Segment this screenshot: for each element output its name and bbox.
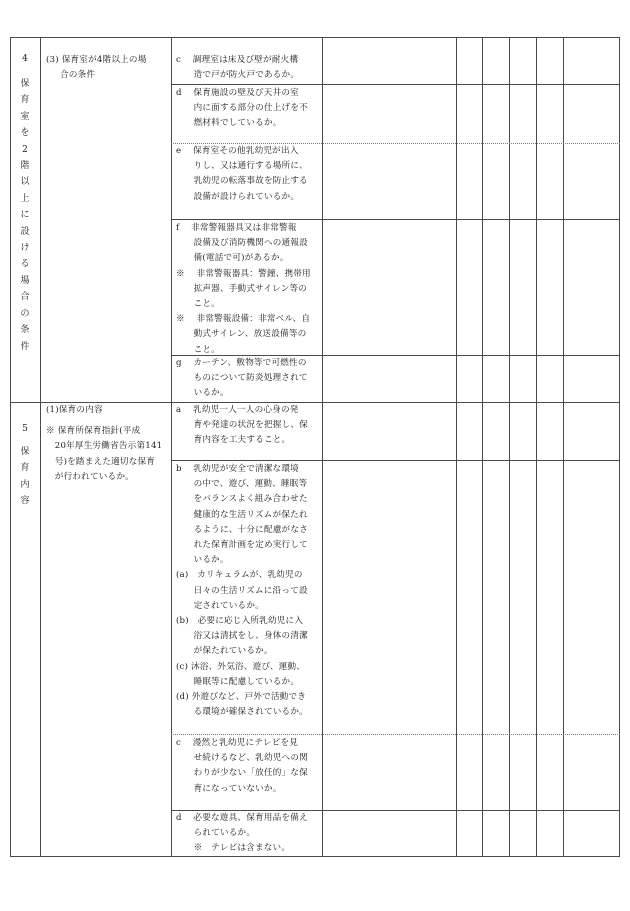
check-item-b: b 乳幼児が安全で清潔な環境 の中で、遊び、運動、睡眠等 をバランスよく組み合わせた 健康的な生活リズムが保たれ るように、十分に配慮がなさ れた保育計画を定め実行して いるか。 (a) カリキュラムが、乳幼児の 日々の生活リズムに沿って設 定されているか。 (b) 必要に応じ入所乳幼児に入 浴又は清拭をし、身体の清潔 が保たれているか。 (c) 沐浴、外気浴、遊び、運動、 睡眠等に配慮しているか。 (d) 外遊びなど、戸外で活動でき る環境が確保されているか。 (176, 464, 308, 718)
section-number: 4 (22, 54, 28, 64)
table-border-left (10, 37, 11, 857)
check-item-g: g カーテン、敷物等で可燃性の ものについて防炎処理されて いるか。 (176, 358, 308, 399)
check-item-c: c 調理室は床及び壁が耐火構 造で戸が防火戸であるか。 (176, 55, 300, 81)
item-description: (1)保育の内容 ※ 保育所保育指針(平成 20年厚生労働省告示第141 号)を踏まえた適切な保育 が行われているか。 (46, 405, 163, 482)
check-item-f: f 非常警報器具又は非常警報 設備及び消防機関への通報設 備(電話で可)があるか。 ※ 非常警報器具：警鐘、携帯用 拡声器、手動式サイレン等の こと。 ※ 非常警報設備：非常ベル、自 動式サイレン、放送設備等の こと。 (176, 223, 311, 355)
row-divider (171, 460, 620, 461)
section-number: 5 (22, 424, 28, 434)
check-item-e: e 保育室その他乳幼児が出入 りし、又は通行する場所に、 乳幼児の転落事故を防止する 設備が設けられているか。 (176, 146, 308, 202)
row-divider (171, 219, 620, 220)
row-divider (171, 734, 620, 735)
section-title-vertical: 保 育 内 容 (20, 447, 30, 507)
item-description: (3) 保育室が4階以上の場 合の条件 (46, 55, 147, 81)
check-item-a: a 乳幼児一人一人の心身の発 育や発達の状況を把握し、保 育内容を工夫すること。 (176, 405, 308, 446)
table-border-bottom (10, 856, 620, 857)
table-border-top (10, 37, 620, 38)
check-item-c: c 漫然と乳幼児にテレビを見 せ続けるなど、乳幼児への関 わりが少ない「放任的」な保 育になっていないか。 (176, 738, 308, 794)
check-item-d: d 保育施設の壁及び天井の室 内に面する部分の仕上げを不 燃材料でしているか。 (176, 88, 308, 129)
section-title-vertical: 保 育 室 を 2 階 以 上 に 設 け る 場 合 の 条 件 (20, 79, 30, 352)
inspection-table (10, 37, 620, 857)
check-item-d: d 必要な遊具、保育用品を備え られているか。 ※ テレビは含まない。 (176, 813, 308, 854)
row-divider (171, 84, 620, 85)
column-divider (40, 37, 41, 857)
